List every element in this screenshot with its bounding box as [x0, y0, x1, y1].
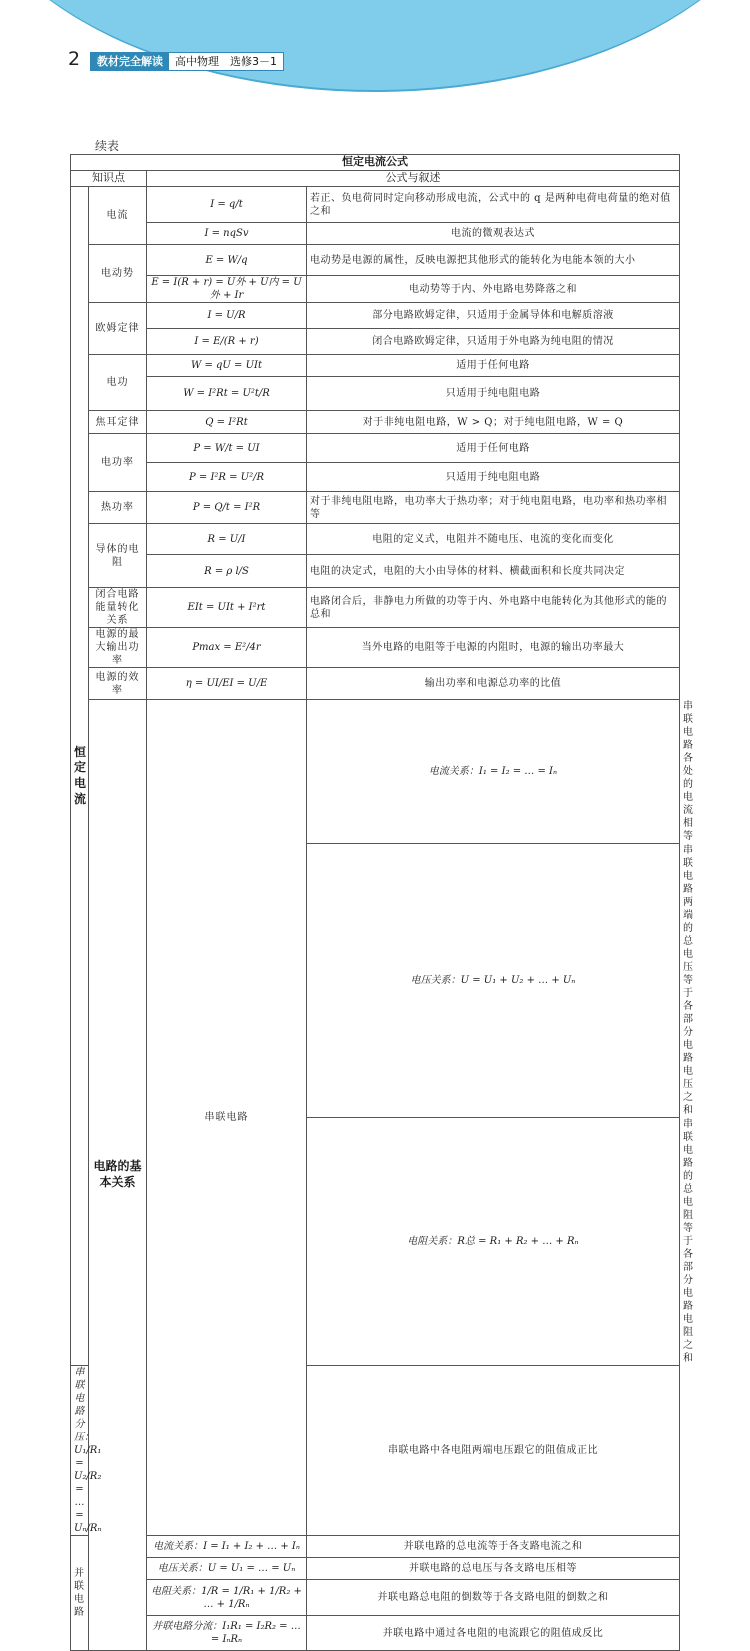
- desc-cell: 电动势是电源的属性，反映电源把其他形式的能转化为电能本领的大小: [307, 245, 680, 276]
- desc-cell: 输出功率和电源总功率的比值: [307, 668, 680, 700]
- desc-cell: 若正、负电荷同时定向移动形成电流，公式中的 q 是两种电荷电荷量的绝对值之和: [307, 187, 680, 223]
- formula-table: [70, 154, 694, 1651]
- formula-cell: I = nqSv: [147, 223, 307, 245]
- subject-label: 高中物理 选修3－1: [175, 55, 277, 68]
- table-row: [71, 1616, 680, 1651]
- table-row: [71, 187, 680, 223]
- formula-cell: η = UI/EI = U/E: [147, 668, 307, 700]
- desc-cell: 适用于任何电路: [307, 355, 680, 377]
- formula-cell: I = E/(R + r): [147, 329, 307, 355]
- table-row: [71, 588, 680, 628]
- table-row: [71, 463, 680, 492]
- formula-cell: 电流关系：I₁ = I₂ = … = Iₙ: [307, 700, 680, 844]
- series-label: 教材完全解读: [91, 53, 169, 70]
- formula-cell: 电阻关系：1/R = 1/R₁ + 1/R₂ + … + 1/Rₙ: [147, 1580, 307, 1616]
- desc-cell: 电路闭合后，非静电力所做的功等于内、外电路中电能转化为其他形式的能的总和: [307, 588, 680, 628]
- desc-cell: 串联电路中各电阻两端电压跟它的阻值成正比: [307, 1366, 680, 1536]
- topic-label: 焦耳定律: [89, 411, 147, 434]
- formula-cell: W = qU = UIt: [147, 355, 307, 377]
- desc-cell: 部分电路欧姆定律，只适用于金属导体和电解质溶液: [307, 303, 680, 329]
- topic-label: 串联电路: [147, 700, 307, 1536]
- desc-cell: 对于非纯电阻电路，电功率大于热功率；对于纯电阻电路，电功率和热功率相等: [307, 492, 680, 524]
- topic-label: 导体的电阻: [89, 524, 147, 588]
- table-row: [71, 245, 680, 276]
- formula-cell: E = I(R + r) = U外 + U内 = U外 + Ir: [147, 276, 307, 303]
- section-label: 电路的基本关系: [89, 700, 147, 1651]
- formula-cell: 电压关系：U = U₁ + U₂ + … + Uₙ: [307, 844, 680, 1118]
- desc-cell: 电动势等于内、外电路电势降落之和: [307, 276, 680, 303]
- topic-label: 闭合电路能量转化关系: [89, 588, 147, 628]
- topic-label: 并联电路: [71, 1536, 89, 1651]
- table-title: 恒定电流公式: [71, 155, 680, 171]
- formula-cell: Pmax = E²/4r: [147, 628, 307, 668]
- formula-cell: I = q/t: [147, 187, 307, 223]
- desc-cell: 电流的微观表达式: [307, 223, 680, 245]
- topic-label: 电动势: [89, 245, 147, 303]
- formula-cell: I = U/R: [147, 303, 307, 329]
- formula-cell: 电阻关系：R总 = R₁ + R₂ + … + Rₙ: [307, 1118, 680, 1366]
- topic-label: 电功率: [89, 434, 147, 492]
- formula-cell: W = I²Rt = U²t/R: [147, 377, 307, 411]
- desc-cell: 闭合电路欧姆定律，只适用于外电路为纯电阻的情况: [307, 329, 680, 355]
- section-label: 恒定电流: [71, 187, 89, 1366]
- topic-label: 电功: [89, 355, 147, 411]
- desc-cell: 并联电路中通过各电阻的电流跟它的阻值成反比: [307, 1616, 680, 1651]
- formula-cell: E = W/q: [147, 245, 307, 276]
- formula-cell: 电压关系：U = U₁ = … = Uₙ: [147, 1558, 307, 1580]
- table-row: [71, 223, 680, 245]
- col-header-formula: 公式与叙述: [147, 171, 680, 187]
- table-row: 电压关系：U = U₁ + U₂ + … + Uₙ 串联电路两端的总电压等于各部分电路电压之和: [71, 844, 680, 1118]
- desc-cell: 电阻的定义式，电阻并不随电压、电流的变化而变化: [307, 524, 680, 555]
- table-row: [71, 329, 680, 355]
- desc-cell: 只适用于纯电阻电路: [307, 463, 680, 492]
- topic-label: 电源的最大输出功率: [89, 628, 147, 668]
- table-row: [71, 276, 680, 303]
- book-tag: [90, 52, 284, 71]
- desc-cell: 当外电路的电阻等于电源的内阻时，电源的输出功率最大: [307, 628, 680, 668]
- table-row: [71, 303, 680, 329]
- desc-cell: 并联电路的总电流等于各支路电流之和: [307, 1536, 680, 1558]
- formula-cell: P = Q/t = I²R: [147, 492, 307, 524]
- table-row: [71, 555, 680, 588]
- table-row: [71, 411, 680, 434]
- table-row: 电路的基本关系 串联电路 电流关系：I₁ = I₂ = … = Iₙ 串联电路各处的电流相等: [71, 700, 680, 844]
- col-header-topic: 知识点: [71, 171, 147, 187]
- table-row: [71, 1580, 680, 1616]
- desc-cell: 并联电路的总电压与各支路电压相等: [307, 1558, 680, 1580]
- table-row: [71, 355, 680, 377]
- table-row: [71, 1558, 680, 1580]
- formula-cell: 串联电路分压：U₁/R₁ = U₂/R₂ = … = Uₙ/Rₙ: [71, 1366, 89, 1536]
- formula-cell: Q = I²Rt: [147, 411, 307, 434]
- table-row: [71, 628, 680, 668]
- topic-label: 热功率: [89, 492, 147, 524]
- formula-cell: P = W/t = UI: [147, 434, 307, 463]
- desc-cell: 适用于任何电路: [307, 434, 680, 463]
- table-row: [71, 434, 680, 463]
- table-row: [71, 492, 680, 524]
- table-row: [71, 668, 680, 700]
- formula-cell: 并联电路分流：I₁R₁ = I₂R₂ = … = IₙRₙ: [147, 1616, 307, 1651]
- table-row: [71, 377, 680, 411]
- desc-cell: 电阻的决定式，电阻的大小由导体的材料、横截面积和长度共同决定: [307, 555, 680, 588]
- topic-label: 欧姆定律: [89, 303, 147, 355]
- formula-cell: 电流关系：I = I₁ + I₂ + … + Iₙ: [147, 1536, 307, 1558]
- topic-label: 电流: [89, 187, 147, 245]
- desc-cell: 对于非纯电阻电路，W > Q；对于纯电阻电路，W = Q: [307, 411, 680, 434]
- topic-label: 电源的效率: [89, 668, 147, 700]
- table-row: [71, 1536, 680, 1558]
- header-banner: [0, 0, 750, 92]
- continued-label: 续表: [95, 139, 120, 153]
- desc-cell: 并联电路总电阻的倒数等于各支路电阻的倒数之和: [307, 1580, 680, 1616]
- desc-cell: 只适用于纯电阻电路: [307, 377, 680, 411]
- table-row: [71, 524, 680, 555]
- table-row: 电阻关系：R总 = R₁ + R₂ + … + Rₙ 串联电路的总电阻等于各部分电路电阻之和: [71, 1118, 680, 1366]
- formula-cell: EIt = UIt + I²rt: [147, 588, 307, 628]
- page-number: 2: [68, 48, 81, 70]
- formula-cell: P = I²R = U²/R: [147, 463, 307, 492]
- formula-cell: R = ρ l/S: [147, 555, 307, 588]
- formula-cell: R = U/I: [147, 524, 307, 555]
